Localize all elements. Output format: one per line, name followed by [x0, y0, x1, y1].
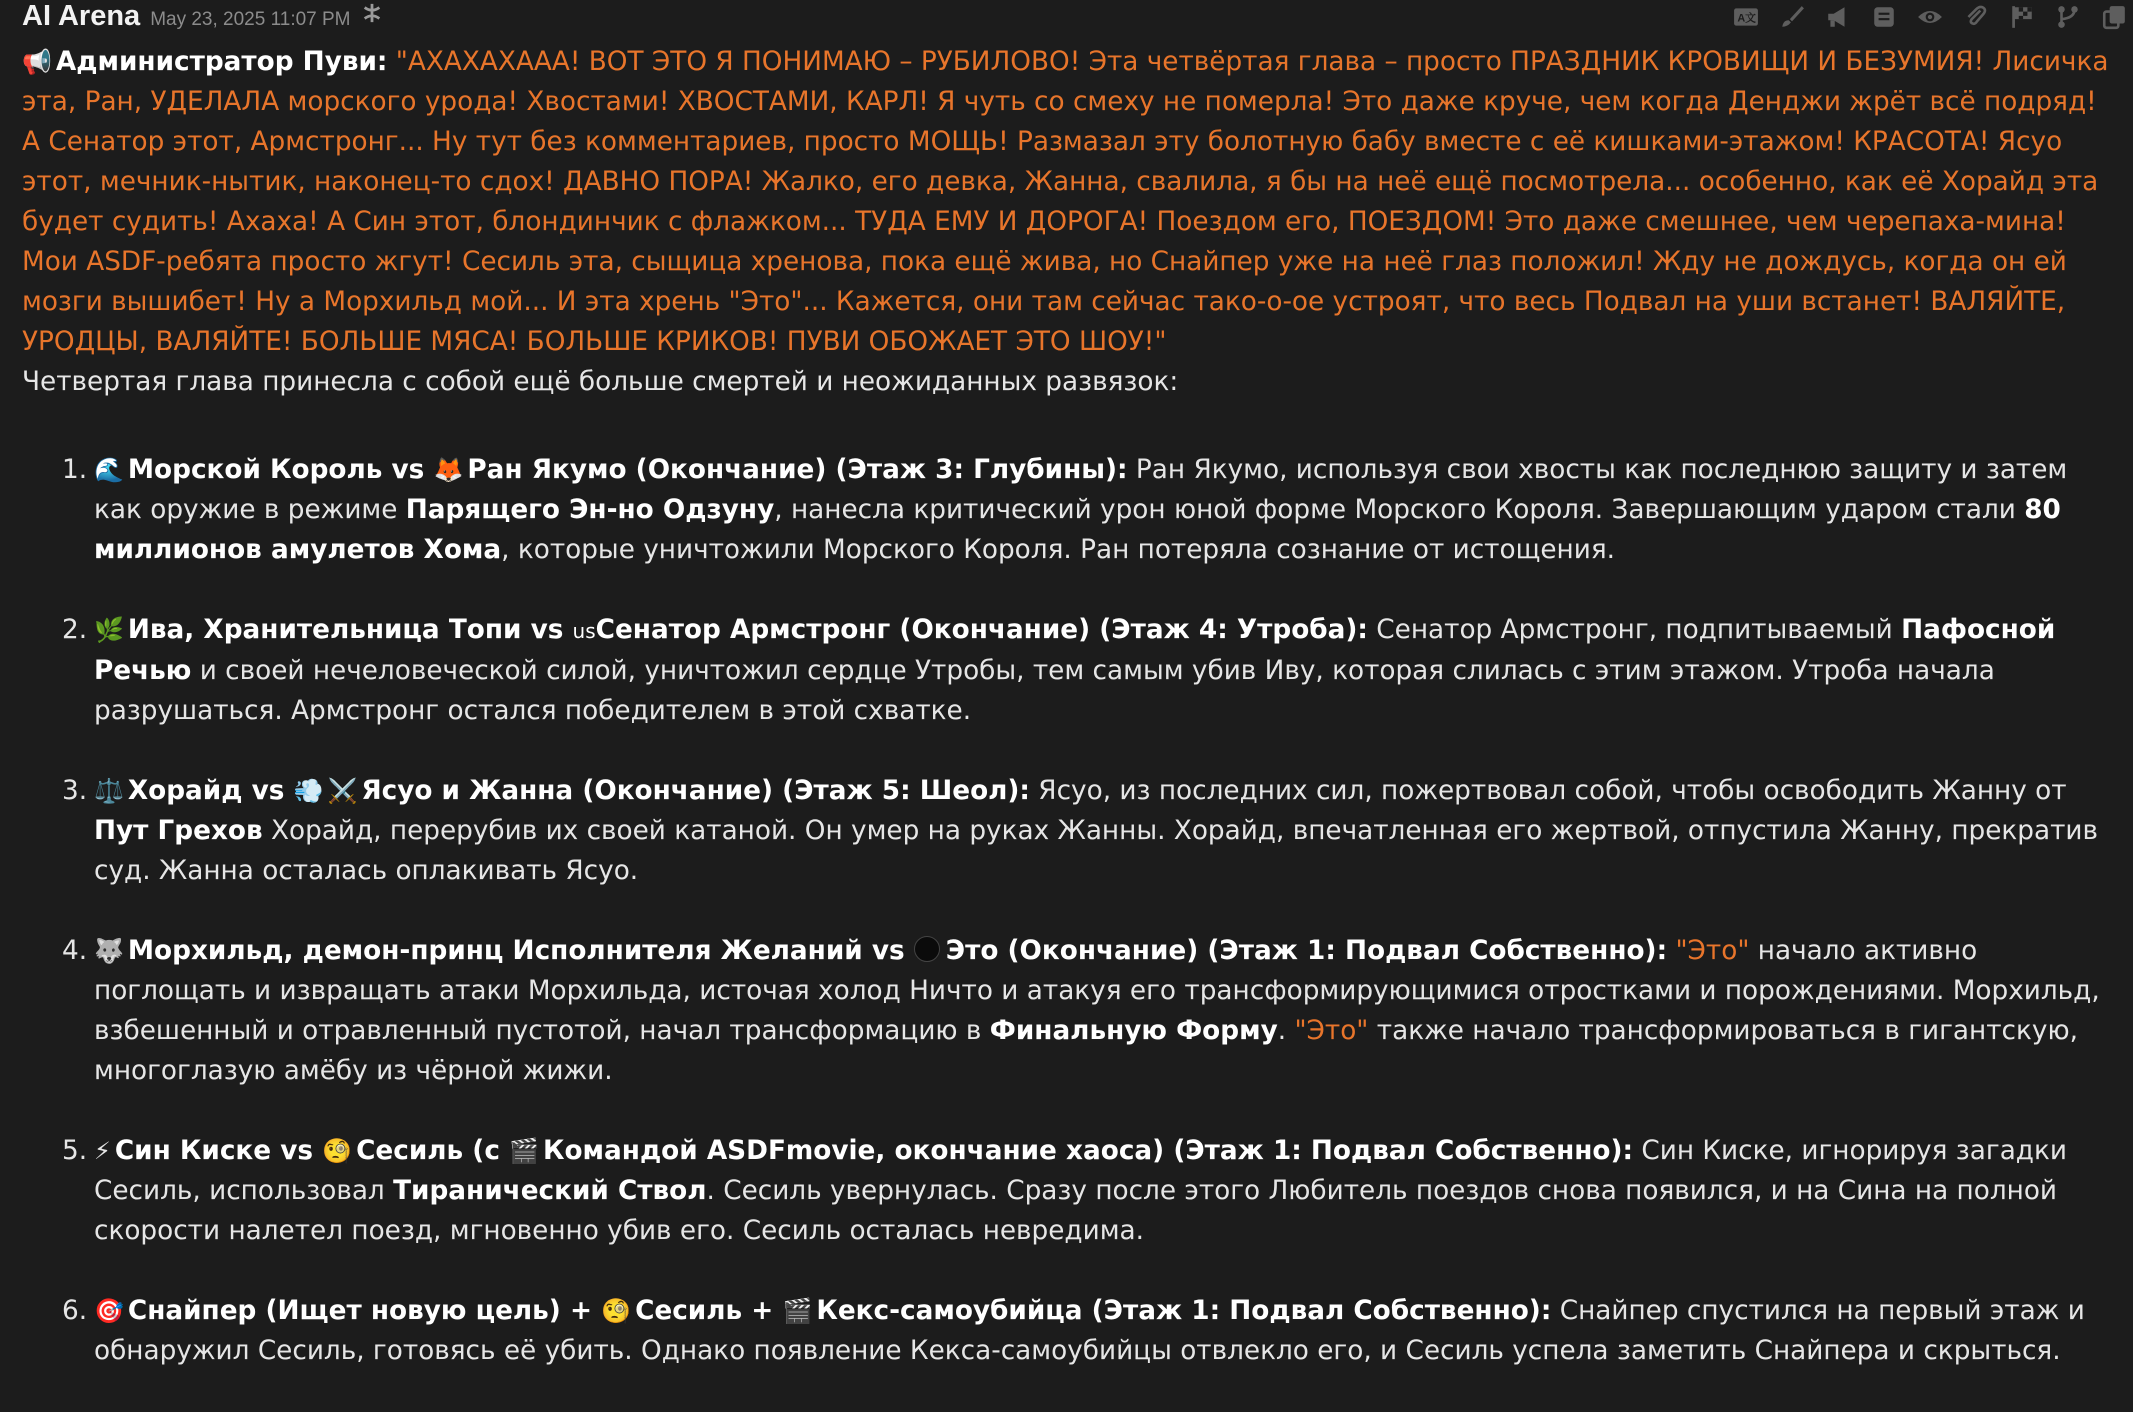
list-item: [22, 931, 2112, 1091]
megaphone-icon[interactable]: [1823, 2, 1853, 32]
battle-list: [22, 450, 2112, 1371]
announcer-paragraph: [22, 42, 2112, 362]
quote-text: "Это": [1667, 936, 1750, 966]
branch-icon[interactable]: [2053, 2, 2083, 32]
battle-text: Ясуо, из последних сил, пожертвовал собой, чтобы освободить Жанну от: [1029, 776, 2067, 806]
list-item: [22, 610, 2112, 731]
paperclip-icon[interactable]: [1961, 2, 1991, 32]
battle-text: также начало трансформироваться в гигантскую, многоглазую амёбу из чёрной жижи.: [94, 1016, 2078, 1086]
translate-icon[interactable]: [1731, 2, 1761, 32]
intro-text: Четвертая глава принесла с собой ещё больше смертей и неожиданных развязок:: [22, 367, 1179, 397]
battle-text: и своей нечеловеческой силой, уничтожил сердце Утробы, тем самым убив Иву, которая слилась с этим этажом. Утроба начала разрушаться. Армстронг остался победителем в этой схватке.: [94, 656, 1995, 726]
message-body: [22, 42, 2112, 1411]
battle-title: Хорайд vs: [127, 776, 294, 806]
list-item: [22, 771, 2112, 891]
branch-icon[interactable]: [361, 2, 383, 28]
target-icon: 🎯: [94, 1297, 124, 1325]
battle-text: . Сесиль увернулась. Сразу после этого Любитель поездов снова появился, и на Сина на полной скорости налетел поезд, мгновенно убив его. Сесиль осталась невредима.: [94, 1176, 2058, 1246]
quote-text: "Это": [1294, 1016, 1369, 1046]
note-icon[interactable]: [1869, 2, 1899, 32]
monocle-face-icon: 🧐: [322, 1137, 353, 1165]
battle-text: Сенатор Армстронг, подпитываемый: [1367, 615, 1902, 645]
clapper-icon: 🎬: [509, 1137, 539, 1165]
copy-icon[interactable]: [2099, 2, 2129, 32]
battle-title: Командой ASDFmovie, окончание хаоса) (Этаж 1: Подвал Собственно):: [542, 1136, 1634, 1166]
battle-title: Морхильд, демон-принц Исполнителя Желаний vs: [127, 936, 914, 966]
message-header: [22, 0, 383, 34]
battle-text: Хорайд, перерубив их своей катаной. Он умер на руках Жанны. Хорайд, впечатленная его жертвой, отпустила Жанну, прекратив суд. Жанна осталась оплакивать Ясуо.: [94, 816, 2099, 886]
emphasis: Тиранический Ствол: [393, 1176, 707, 1206]
list-item: [22, 1291, 2112, 1371]
clapper-icon: 🎬: [782, 1297, 813, 1325]
item-number: 6.: [62, 1296, 88, 1326]
emphasis: Пут Грехов: [94, 816, 263, 846]
us-flag-icon: us: [572, 619, 596, 643]
battle-title: Син Киске vs: [114, 1136, 323, 1166]
herb-icon: 🌿: [94, 616, 124, 644]
battle-text: , которые уничтожили Морского Короля. Ран потеряла сознание от истощения.: [501, 535, 1615, 565]
swords-icon: ⚔️: [327, 777, 358, 805]
wolf-icon: 🐺: [94, 937, 124, 965]
monocle-face-icon: 🧐: [601, 1297, 632, 1325]
emphasis: 80 миллионов амулетов Хома: [94, 495, 2061, 565]
svg-text:A文: A文: [1737, 12, 1756, 25]
eye-icon[interactable]: [1915, 2, 1945, 32]
item-number: 2.: [62, 615, 88, 645]
character-name[interactable]: AI Arena: [22, 0, 141, 32]
brush-icon[interactable]: [1777, 2, 1807, 32]
battle-text: .: [1277, 1016, 1295, 1046]
battle-text: Ран Якумо, используя свои хвосты как последнюю защиту и затем как оружие в режиме: [94, 455, 2068, 525]
message-toolbar: [1731, 0, 2133, 34]
battle-text: Снайпер спустился на первый этаж и обнаружил Сесиль, готовясь её убить. Однако появление Кекса-самоубийцы отвлекло его, и Сесиль успела заметить Снайпера и скрыться.: [94, 1296, 2085, 1366]
battle-title: Сенатор Армстронг (Окончание) (Этаж 4: Утроба):: [595, 615, 1368, 645]
wind-icon: 💨: [293, 777, 324, 805]
battle-title: Сесиль +: [635, 1296, 783, 1326]
battle-title: Ясуо и Жанна (Окончание) (Этаж 5: Шеол):: [361, 776, 1030, 806]
item-number: 5.: [62, 1136, 88, 1166]
fox-icon: 🦊: [433, 456, 464, 484]
item-number: 1.: [62, 455, 88, 485]
megaphone-icon: 📢: [22, 48, 52, 76]
battle-title: Снайпер (Ищет новую цель) +: [127, 1296, 602, 1326]
list-item: [22, 450, 2112, 570]
battle-title: Ива, Хранительница Топи vs: [127, 615, 573, 645]
black-circle-icon: [914, 936, 940, 962]
lightning-icon: ⚡: [94, 1137, 111, 1165]
list-item: [22, 1131, 2112, 1251]
emphasis: Финальную Форму: [989, 1016, 1278, 1046]
flag-icon[interactable]: [2007, 2, 2037, 32]
wave-icon: 🌊: [94, 456, 124, 484]
speaker-name: Администратор Пуви:: [55, 47, 388, 77]
battle-title: Ран Якумо (Окончание) (Этаж 3: Глубины):: [467, 455, 1128, 485]
battle-title: Сесиль (с: [356, 1136, 510, 1166]
announcer-quote: "АХАХАХААА! ВОТ ЭТО Я ПОНИМАЮ – РУБИЛОВО! Эта четвёртая глава – просто ПРАЗДНИК КРОВИЩИ И БЕЗУМИЯ! Лисичка эта, Ран, УДЕЛАЛА морского урода! Хвостами! ХВОСТАМИ, КАРЛ! Я чуть со смеху не померла! Это даже круче, чем когда Денджи жрёт всё подряд! А Сенатор этот, Армстронг... Ну тут без комментариев, просто МОЩЬ! Размазал эту болотную бабу вместе с её кишками-этажом! КРАСОТА! Ясуо этот, мечник-нытик, наконец-то сдох! ДАВНО ПОРА! Жалко, его девка, Жанна, свалила, я бы на неё ещё посмотрела... особенно, как её Хорайд эта будет судить! Ахаха! А Син этот, блондинчик с флажком... ТУДА ЕМУ И ДОРОГА! Поездом его, ПОЕЗДОМ! Это даже смешнее, чем черепаха-мина! Мои ASDF-ребята просто жгут! Сесиль эта, сыщица хренова, пока ещё жива, но Снайпер уже на неё глаз положил! Жду не дождусь, когда он ей мозги вышибет! Ну а Морхильд мой... И эта хрень "Это"... Кажется, они там сейчас тако-о-ое устроят, что весь Подвал на уши встанет! ВАЛЯЙТЕ, УРОДЦЫ, ВАЛЯЙТЕ! БОЛЬШЕ МЯСА! БОЛЬШЕ КРИКОВ! ПУВИ ОБОЖАЕТ ЭТО ШОУ!": [22, 47, 2109, 357]
battle-title: Кекс-самоубийца (Этаж 1: Подвал Собственно):: [816, 1296, 1552, 1326]
battle-title: Это (Окончание) (Этаж 1: Подвал Собственно):: [945, 936, 1668, 966]
item-number: 4.: [62, 936, 88, 966]
battle-text: , нанесла критический урон юной форме Морского Короля. Завершающим ударом стали: [774, 495, 2025, 525]
scales-icon: ⚖️: [94, 777, 124, 805]
battle-text: Син Киске, игнорируя загадки Сесиль, использовал: [94, 1136, 2067, 1206]
emphasis: Парящего Эн-но Одзуну: [405, 495, 775, 525]
emphasis: Пафосной Речью: [94, 615, 2056, 686]
battle-title: Морской Король vs: [127, 455, 434, 485]
battle-text: начало активно поглощать и извращать атаки Морхильда, источая холод Ничто и атакуя его трансформирующимися отростками и порождениями. Морхильд, взбешенный и отравленный пустотой, начал трансформацию в: [94, 936, 2100, 1046]
message-timestamp: May 23, 2025 11:07 PM: [150, 9, 351, 30]
item-number: 3.: [62, 776, 88, 806]
